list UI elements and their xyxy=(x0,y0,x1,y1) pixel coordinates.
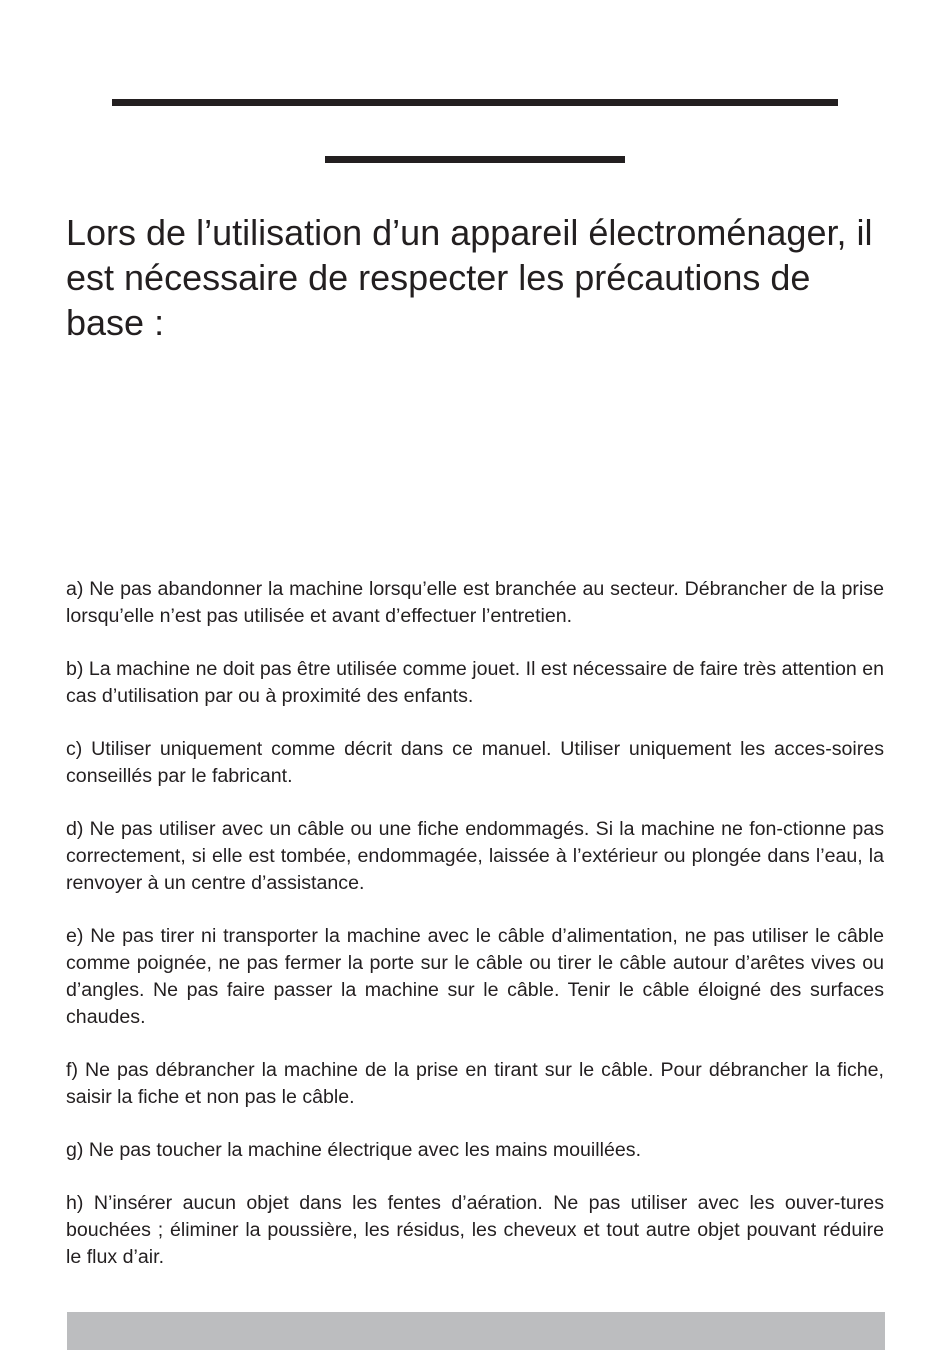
precautions-list xyxy=(66,576,884,1297)
header-rule-long xyxy=(112,99,838,106)
precaution-item-c: c) Utiliser uniquement comme décrit dans ce manuel. Utiliser uniquement les acces-soires conseillés par le fabricant. xyxy=(66,738,884,787)
precaution-item-a: a) Ne pas abandonner la machine lorsqu’elle est branchée au secteur. Débrancher de la prise lorsqu’elle n’est pas utilisée et avant d’effectuer l’entretien. xyxy=(66,578,884,627)
precaution-item-h: h) N’insérer aucun objet dans les fentes d’aération. Ne pas utiliser avec les ouver-tures bouchées ; éliminer la poussière, les résidus, les cheveux et tout autre objet pouvant réduire le flux d’air. xyxy=(66,1192,884,1268)
precaution-item-f: f) Ne pas débrancher la machine de la prise en tirant sur le câble. Pour débrancher la fiche, saisir la fiche et non pas le câble. xyxy=(66,1059,884,1108)
header-rule-short xyxy=(325,156,625,163)
precaution-item-g: g) Ne pas toucher la machine électrique avec les mains mouillées. xyxy=(66,1139,642,1161)
intro-heading: Lors de l’utilisation d’un appareil électroménager, il est nécessaire de respecter les précautions de base : xyxy=(66,212,873,343)
precaution-item-b: b) La machine ne doit pas être utilisée comme jouet. Il est nécessaire de faire très attention en cas d’utilisation par ou à proximité des enfants. xyxy=(66,658,884,707)
footer-bar xyxy=(67,1312,885,1350)
precaution-item-e: e) Ne pas tirer ni transporter la machine avec le câble d’alimentation, ne pas utiliser le câble comme poignée, ne pas fermer la porte sur le câble ou tirer le câble autour d’arêtes vives ou d’angles. Ne pas faire passer la machine sur le câble. Tenir le câble éloigné des surfaces chaudes. xyxy=(66,925,884,1028)
precaution-item-d: d) Ne pas utiliser avec un câble ou une fiche endommagés. Si la machine ne fon-ctionne pas correctement, si elle est tombée, endommagée, laissée à l’extérieur ou plongée dans l’eau, la renvoyer à un centre d’assistance. xyxy=(66,818,884,894)
